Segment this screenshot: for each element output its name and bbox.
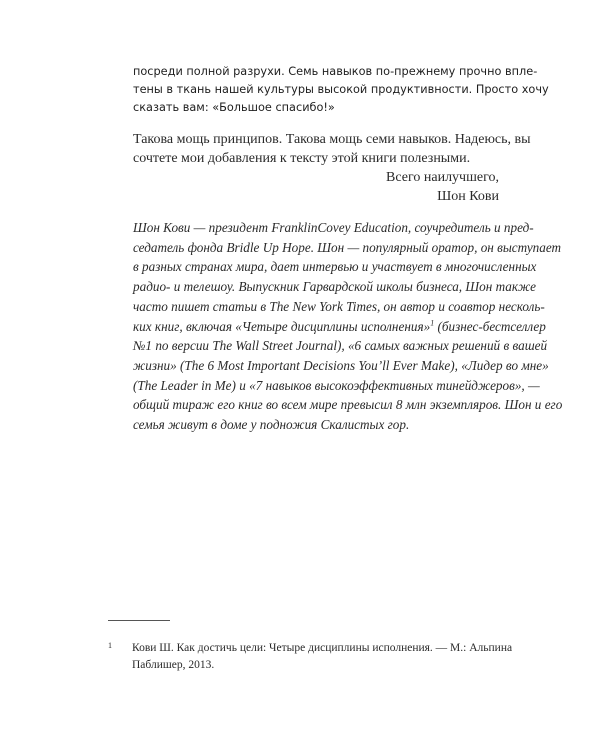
- bio-line-with-footnote: [133, 317, 546, 337]
- quote-line: тены в ткань нашей культуры высокой продуктивности. Просто хочу: [133, 83, 549, 96]
- quote-line: посреди полной разрухи. Семь навыков по-прежнему прочно впле-: [133, 65, 538, 78]
- footnote-divider: [108, 620, 170, 621]
- footnote-number: 1: [108, 641, 112, 650]
- body-line: сочтете мои добавления к тексту этой книги полезными.: [133, 151, 471, 166]
- footnote-ref[interactable]: 1: [430, 318, 435, 328]
- signoff: [133, 168, 499, 206]
- bio-line: в разных странах мира, дает интервью и участвует в многочисленных: [133, 259, 537, 275]
- bio-line: общий тираж его книг во всем мире превысил 8 млн экземпляров. Шон и его: [133, 397, 563, 413]
- quote-line: сказать вам: «Большое спасибо!»: [133, 101, 335, 114]
- bio-line: седатель фонда Bridle Up Hope. Шон — популярный оратор, он выступает: [133, 239, 562, 255]
- bio-line: Шон Кови — президент FranklinCovey Education, соучредитель и пред-: [133, 220, 534, 235]
- footnote-line: Кови Ш. Как достичь цели: Четыре дисциплины исполнения. — М.: Альпина: [132, 642, 513, 654]
- bio-line: ких книг, включая «Четыре дисциплины исполнения»: [133, 318, 431, 334]
- quote-block: [133, 63, 549, 117]
- bio-line: семья живут в доме у подножия Скалистых гор.: [133, 417, 410, 433]
- signoff-closing: Всего наилучшего,: [386, 170, 499, 185]
- bio-line-tail: (бизнес-бестселлер: [434, 318, 546, 334]
- body-paragraph: [133, 130, 531, 168]
- signoff-name: Шон Кови: [437, 189, 499, 204]
- author-bio: [133, 218, 563, 435]
- bio-line: №1 по версии The Wall Street Journal), «6 самых важных решений в вашей: [133, 338, 548, 354]
- bio-line: радио- и телешоу. Выпускник Гарвардской школы бизнеса, Шон также: [133, 279, 536, 295]
- footnote-line: Паблишер, 2013.: [132, 659, 215, 671]
- footnote: [108, 640, 513, 674]
- bio-line: жизни» (The 6 Most Important Decisions You’ll Ever Make), «Лидер во мне»: [133, 357, 549, 373]
- bio-line: (The Leader in Me) и «7 навыков высокоэффективных тинейджеров», —: [133, 377, 540, 393]
- bio-line: часто пишет статьи в The New York Times, он автор и соавтор несколь-: [133, 298, 545, 314]
- body-line: Такова мощь принципов. Такова мощь семи навыков. Надеюсь, вы: [133, 132, 531, 147]
